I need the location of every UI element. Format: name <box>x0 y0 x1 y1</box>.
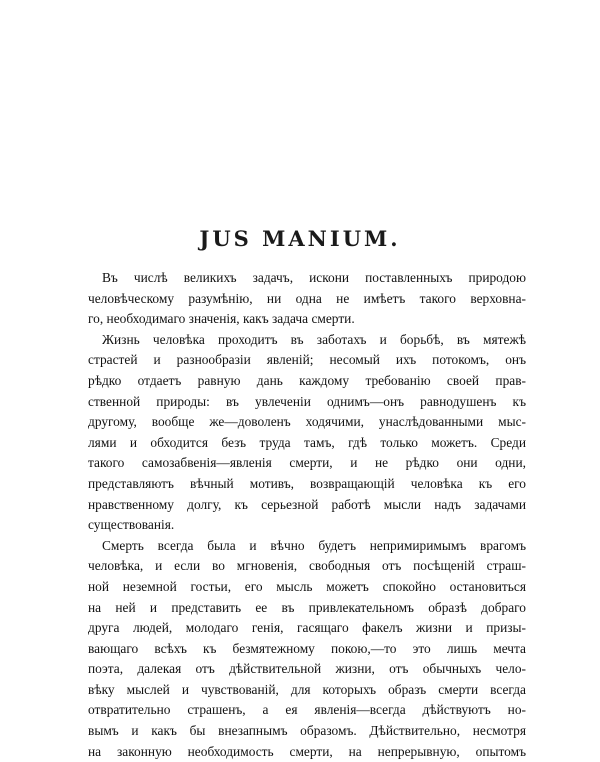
text-line: лями и обходится безъ труда тамъ, гдѣ только можетъ. Среди <box>88 434 526 450</box>
paragraph-1 <box>88 268 526 330</box>
text-line: представляютъ вѣчный мотивъ, возвращающій человѣка къ его <box>88 475 526 491</box>
text-line: существованія. <box>88 517 175 533</box>
body-text <box>88 268 526 762</box>
text-line: рѣдко отдаетъ равную дань каждому требованію своей прав- <box>88 372 526 388</box>
text-line: ной неземной гостьи, его мысль можетъ спокойно остановиться <box>88 578 526 594</box>
text-line: страстей и разнообразіи явленій; несомый ихъ потокомъ, онъ <box>88 352 526 368</box>
text-line: человѣка, и если во мгновенія, свободныя отъ посѣщеній страш- <box>88 558 526 574</box>
text-line: Смерть всегда была и вѣчно будетъ непримиримымъ врагомъ <box>102 537 526 553</box>
paragraph-2 <box>88 330 526 536</box>
text-line: другому, вообще же—доволенъ ходячими, унаслѣдованными мыс- <box>88 414 526 430</box>
text-line: такого самозабвенія—явленія смерти, и не рѣдко они одни, <box>88 455 526 471</box>
text-line: на законную необходимость смерти, на непрерывную, опытомъ <box>88 743 526 759</box>
text-line: Въ числѣ великихъ задачъ, искони поставленныхъ природою <box>102 270 526 285</box>
text-line: друга людей, молодаго генія, гасящаго факелъ жизни и призы- <box>88 620 526 636</box>
text-line: вающаго всѣхъ къ безмятежному покою,—то это лишь мечта <box>88 640 526 656</box>
text-line: вѣку мыслей и чувствованій, для которыхъ образъ смерти всегда <box>88 681 526 697</box>
text-line: поэта, далекая отъ дѣйствительной жизни, отъ обычныхъ чело- <box>88 661 526 677</box>
paragraph-3 <box>88 536 526 762</box>
text-line: ственной природы: въ увлеченіи однимъ—онъ равнодушенъ къ <box>88 393 526 409</box>
text-line: на ней и представить ее въ привлекательномъ образѣ добраго <box>88 599 526 615</box>
page-title: JUS MANIUM. <box>199 226 401 251</box>
text-line: вымъ и какъ бы внезапнымъ образомъ. Дѣйствительно, несмотря <box>88 723 526 739</box>
text-line: нравственному долгу, къ серьезной работѣ мысли надъ задачами <box>88 496 526 512</box>
text-line: отвратительно страшенъ, а ея явленія—всегда дѣйствуютъ но- <box>88 702 526 718</box>
text-line: человѣческому разумѣнію, ни одна не имѣетъ такого верховна- <box>88 290 526 306</box>
text-line: го, необходимаго значенія, какъ задача смерти. <box>88 311 355 327</box>
text-line: Жизнь человѣка проходитъ въ заботахъ и борьбѣ, въ мятежѣ <box>102 331 526 347</box>
